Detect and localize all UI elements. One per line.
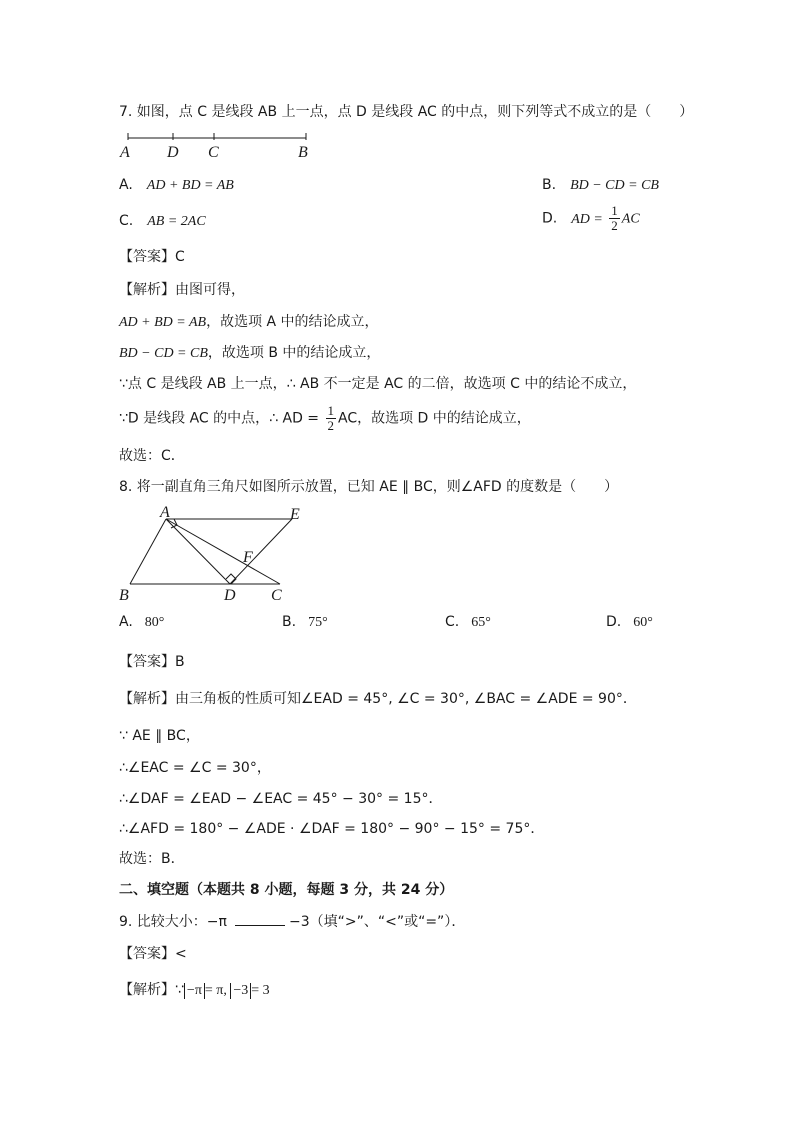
option-letter: A. — [119, 177, 133, 193]
q8-analysis-1: 【解析】由三角板的性质可知∠EAD = 45°, ∠C = 30°, ∠BAC = ∠ADE = 90°． — [119, 691, 637, 707]
q7-option-a[interactable] — [119, 175, 234, 196]
label-c: C — [271, 587, 282, 604]
fraction-one-half: $\frac{1}{2}$ — [327, 403, 334, 433]
option-expr: AB = 2AC — [147, 214, 206, 229]
q7-option-c[interactable] — [119, 211, 206, 232]
q7-analysis-1: 【解析】由图可得， — [119, 282, 245, 298]
q8-analysis-6: 故选：B． — [119, 851, 185, 867]
q9-analysis: 【解析】∵ −π = π, −3 = 3 — [119, 982, 270, 998]
option-expr: BD − CD = CB — [570, 178, 659, 193]
q9-stem-pre: 9. 比较大小：−π — [119, 914, 227, 930]
q8-option-b[interactable]: B. 75° — [282, 614, 328, 630]
q8-analysis-2: ∵ AE ∥ BC， — [119, 728, 200, 744]
q7-option-d[interactable] — [542, 204, 640, 233]
option-letter: D. — [542, 210, 558, 227]
label-d: D — [167, 144, 179, 161]
q8-option-d[interactable]: D. 60° — [606, 614, 653, 630]
q8-answer: 【答案】B — [119, 654, 185, 670]
label-f: F — [243, 549, 253, 566]
q7-analysis-3: BD − CD = CB，故选项 B 中的结论成立， — [119, 345, 381, 361]
q7-stem: 7. 如图，点 C 是线段 AB 上一点，点 D 是线段 AC 的中点，则下列等式不成立的是（ ） — [119, 104, 694, 120]
q7-analysis-6: 故选：C． — [119, 448, 185, 464]
q7-analysis-5: ∵D 是线段 AC 的中点，∴ AD = $\frac{1}{2}$ AC，故选项 D 中的结论成立， — [119, 403, 531, 433]
label-b: B — [119, 587, 129, 604]
option-expr: AD + BD = AB — [146, 178, 234, 193]
option-expr-lhs: AD = — [571, 211, 603, 227]
label-a: A — [160, 504, 170, 521]
q9-stem — [119, 911, 465, 932]
option-letter: B. — [542, 177, 557, 193]
label-a: A — [120, 144, 130, 161]
q8-analysis-3: ∴∠EAC = ∠C = 30°， — [119, 760, 271, 776]
option-expr-rhs: AC — [621, 211, 640, 227]
q8-option-c[interactable]: C. 65° — [445, 614, 491, 630]
q7-analysis-4: ∵点 C 是线段 AB 上一点，∴ AB 不一定是 AC 的二倍，故选项 C 中的结论不成立， — [119, 376, 637, 392]
q8-stem: 8. 将一副直角三角尺如图所示放置，已知 AE ∥ BC，则∠AFD 的度数是（ ） — [119, 479, 619, 495]
q7-answer: 【答案】C — [119, 249, 185, 265]
section-title: 二、填空题（本题共 8 小题，每题 3 分，共 24 分） — [119, 882, 454, 898]
q7-segment-figure — [116, 128, 316, 162]
label-d: D — [224, 587, 236, 604]
q9-stem-post: −3（填“>”、“<”或“=”）． — [288, 914, 466, 930]
q8-analysis-5: ∴∠AFD = 180° − ∠ADE · ∠DAF = 180° − 90° − 15° = 75°． — [119, 821, 545, 837]
answer-blank[interactable] — [235, 911, 285, 926]
q8-analysis-4: ∴∠DAF = ∠EAD − ∠EAC = 45° − 30° = 15°． — [119, 791, 443, 807]
q7-analysis-2: AD + BD = AB，故选项 A 中的结论成立， — [119, 314, 379, 330]
fraction-one-half: $\frac{1}{2}$ — [611, 203, 618, 233]
abs-value: −π — [184, 983, 205, 999]
label-b: B — [298, 144, 308, 161]
label-e: E — [290, 506, 300, 523]
q8-option-a[interactable]: A. 80° — [119, 614, 165, 630]
q9-answer: 【答案】< — [119, 946, 187, 962]
label-c: C — [208, 144, 219, 161]
option-letter: C. — [119, 213, 134, 229]
abs-value: −3 — [230, 983, 251, 999]
q7-option-b[interactable] — [542, 175, 659, 196]
q8-triangle-figure — [114, 502, 314, 606]
